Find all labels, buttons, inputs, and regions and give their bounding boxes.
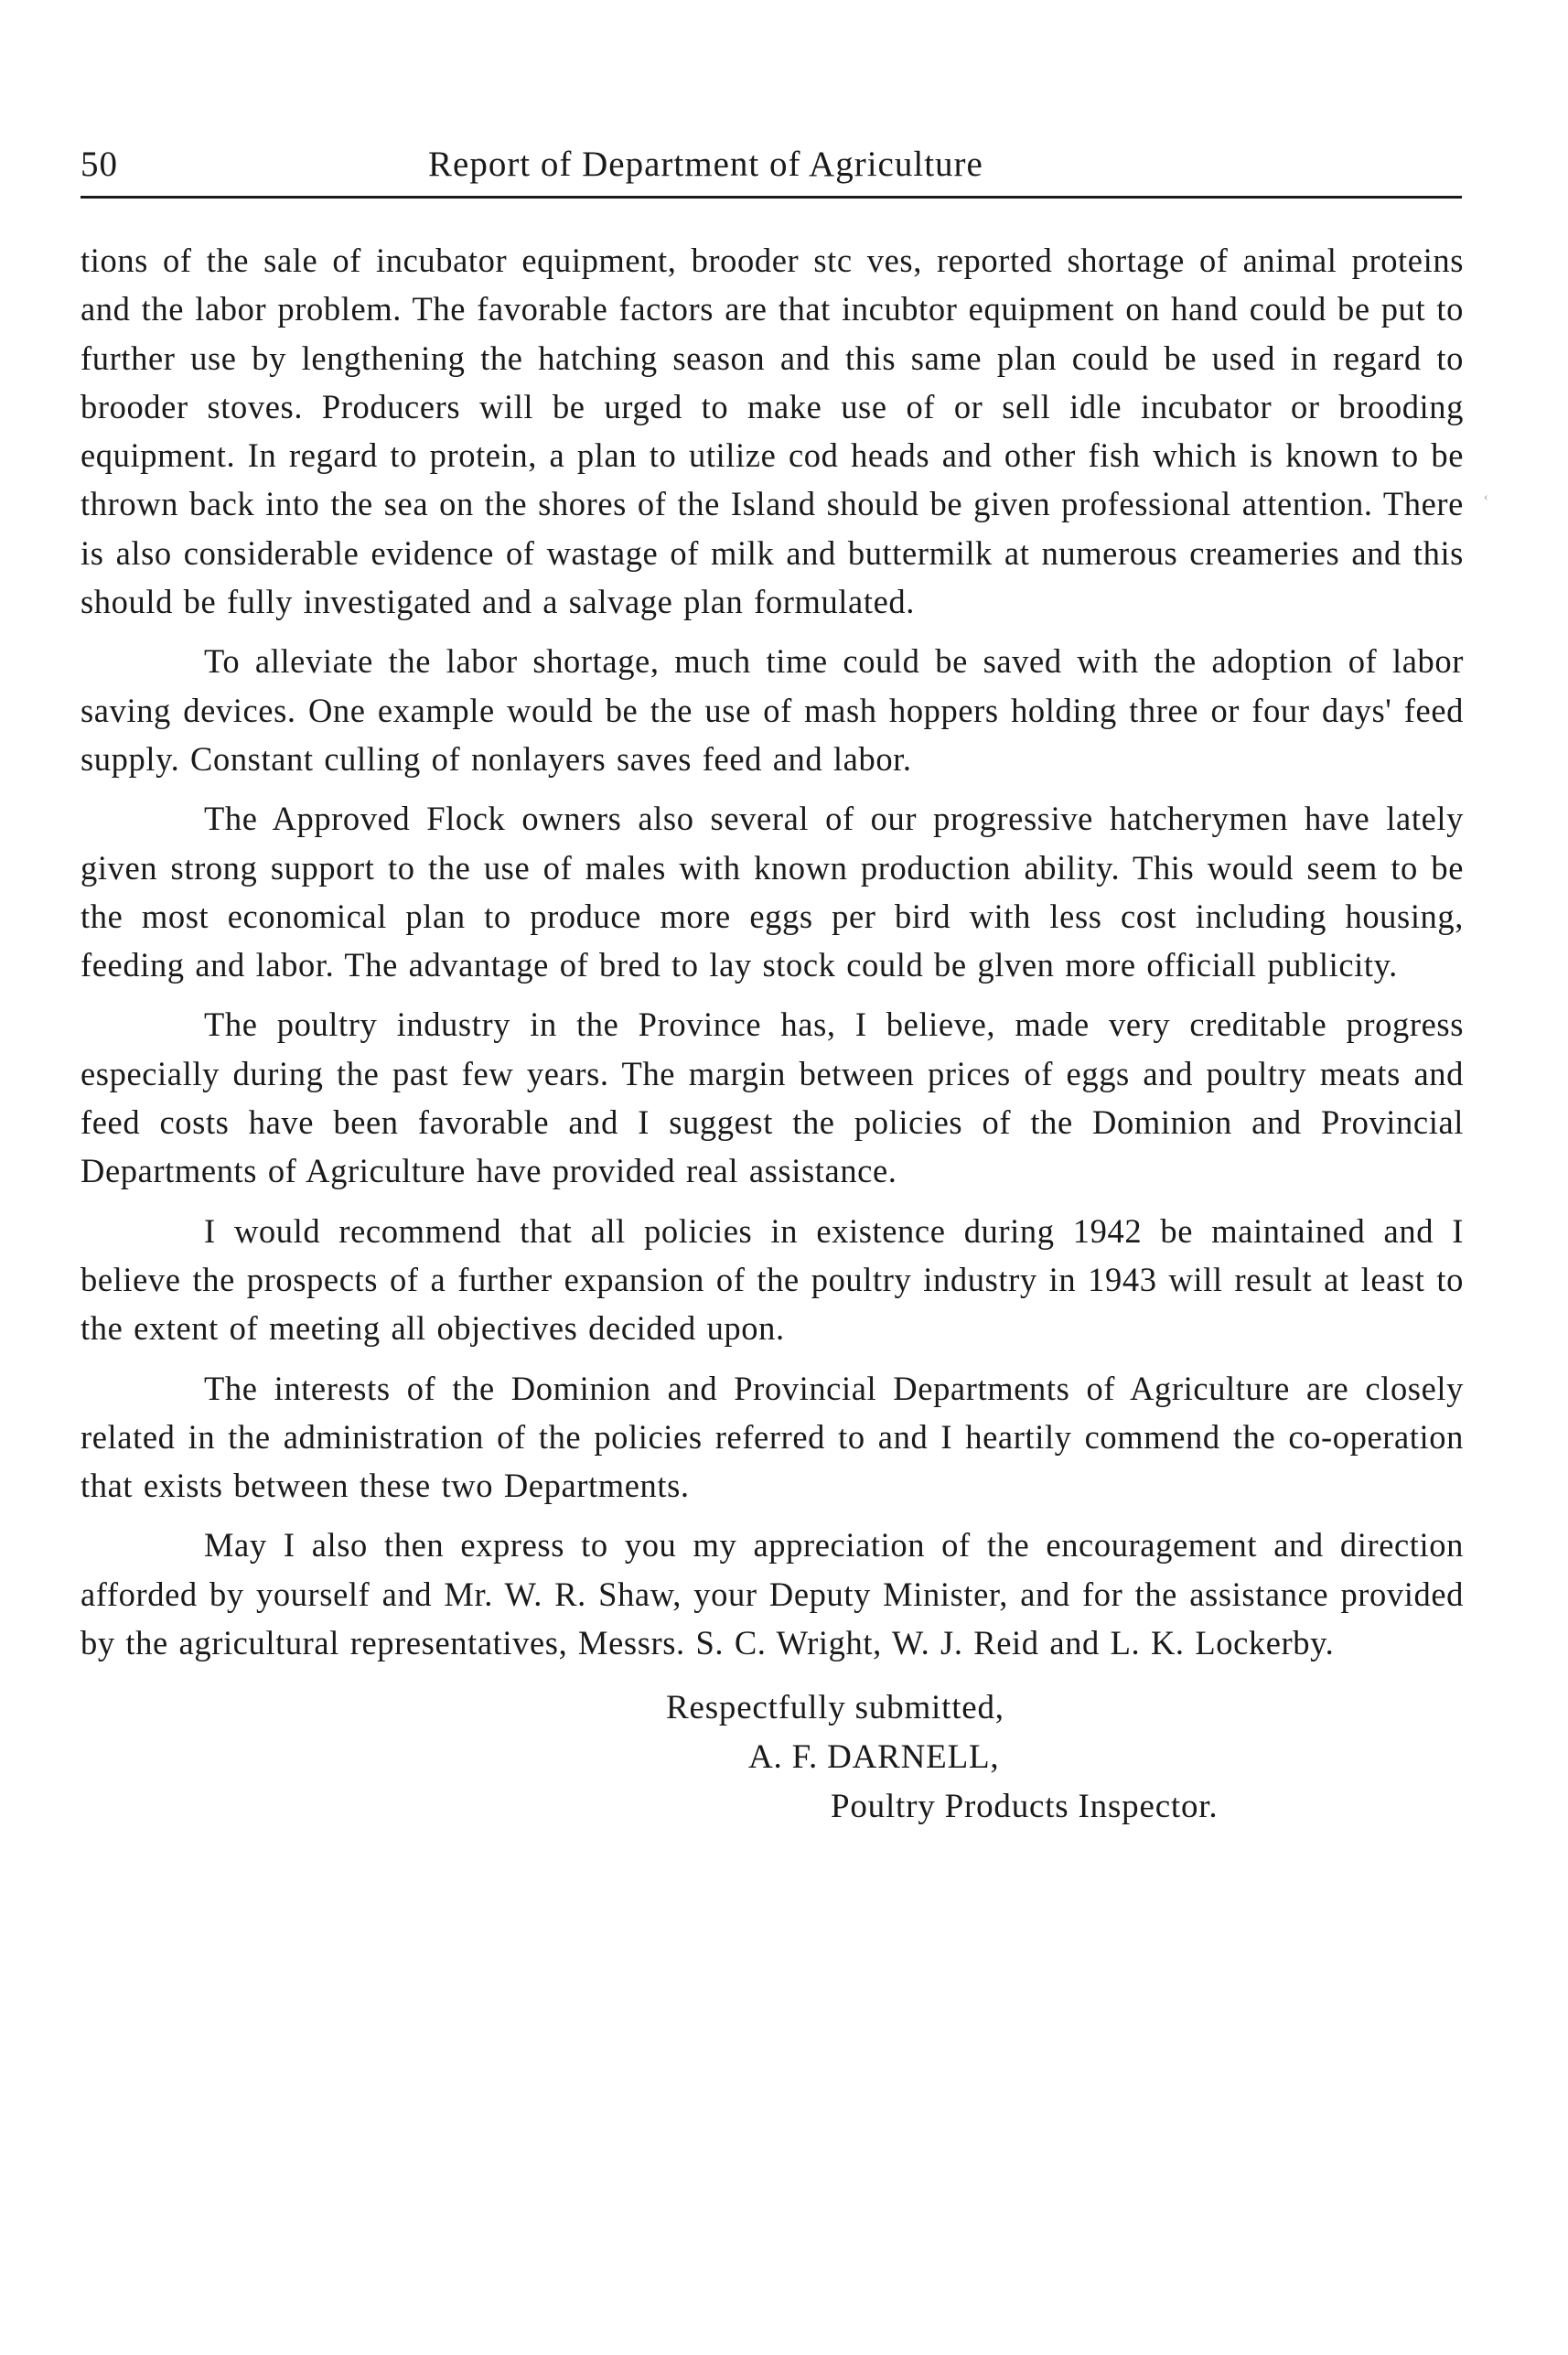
paragraph-continuation: tions of the sale of incubator equipment, brooder stc ves, reported shortage of animal proteins and the labor problem. The favorable factors are that incubtor equipment on hand could be put to further use by lengthening the hatching season and this same plan could be used in regard to brooder stoves. Producers will be urged to make use of or sell idle incubator or brooding equipment. In regard to protein, a plan to utilize cod heads and other fish which is known to be thrown back into the sea on the shores of the Island should be given professional attention. There is also considerable evidence of wastage of milk and buttermilk at numerous creameries and this should be fully investigated and a salvage plan formulated. xyxy=(81,242,1464,621)
page-number: 50 xyxy=(81,145,118,184)
paragraph-appreciation: May I also then express to you my appreciation of the encouragement and direction afforded by yourself and Mr. W. R. Shaw, your Deputy Minister, and for the assistance provided by the agricultural representatives, Messrs. S. C. Wright, W. J. Reid and L. K. Lockerby. xyxy=(81,1526,1464,1662)
page-header xyxy=(81,137,1462,199)
paragraph-labor-shortage: To alleviate the labor shortage, much time could be saved with the adoption of labor saving devices. One example would be the use of mash hoppers holding three or four days' feed supply. Constant culling of nonlayers saves feed and labor. xyxy=(81,642,1464,778)
paragraph-departments: The interests of the Dominion and Provincial Departments of Agriculture are closely related in the administration of the policies referred to and I heartily commend the co-operation that exists between these two Departments. xyxy=(81,1369,1464,1505)
closing-salutation: Respectfully submitted, xyxy=(666,1689,1004,1726)
paragraph-recommendation: I would recommend that all policies in existence during 1942 be maintained and I believe the prospects of a further expansion of the poultry industry in 1943 will result at least to the extent of meeting all objectives decided upon. xyxy=(81,1211,1464,1348)
paragraph-industry-progress: The poultry industry in the Province has, I believe, made very creditable progress especially during the past few years. The margin between prices of eggs and poultry meats and feed costs have been favorable and I suggest the policies of the Dominion and Provincial Departments of Agriculture have provided real assistance. xyxy=(81,1005,1464,1190)
running-head: Report of Department of Agriculture xyxy=(428,145,983,184)
paragraph-approved-flock: The Approved Flock owners also several of our progressive hatcherymen have lately given strong support to the use of males with known production ability. This would seem to be the most economical plan to produce more eggs per bird with less cost including housing, feeding and labor. The advantage of bred to lay stock could be glven more officiall publicity. xyxy=(81,800,1464,984)
signatory-name: A. F. DARNELL, xyxy=(748,1738,1000,1776)
signatory-title: Poultry Products Inspector. xyxy=(831,1788,1219,1825)
document-body xyxy=(81,236,1464,1825)
margin-mark: ‹ xyxy=(1484,490,1488,504)
